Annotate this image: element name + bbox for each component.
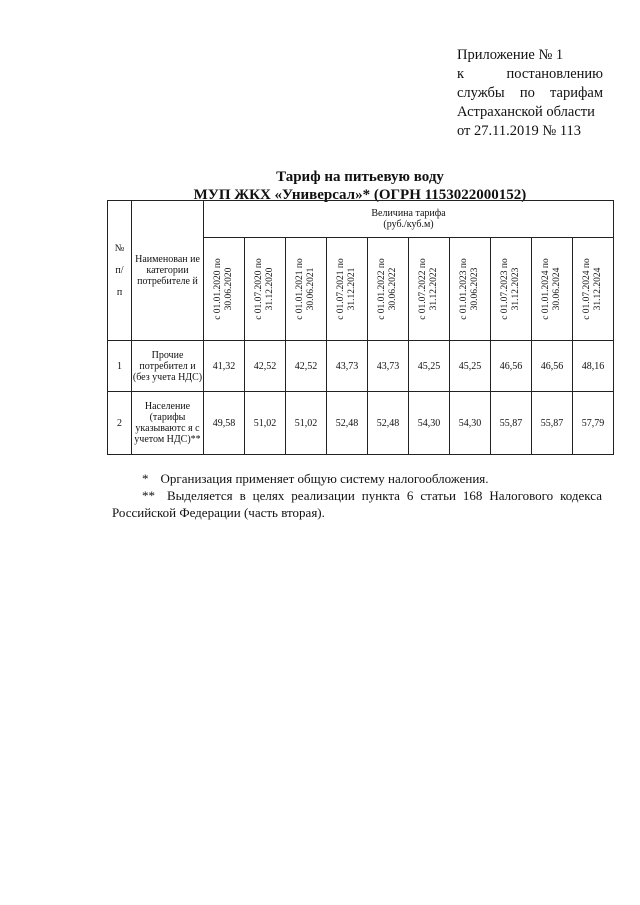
number-header xyxy=(108,201,132,341)
tariff-value: 41,32 xyxy=(204,341,245,392)
tariff-value-header xyxy=(204,201,614,238)
tariff-value: 46,56 xyxy=(491,341,532,392)
number-header-line-1: № xyxy=(114,243,125,254)
period-from: с 01.01.2022 по xyxy=(377,258,387,320)
footnote-1-text: Организация применяет общую систему налогообложения. xyxy=(160,471,489,486)
row-category: Прочие потребител и (без учета НДС) xyxy=(132,341,204,392)
period-header xyxy=(204,238,245,341)
period-header xyxy=(450,238,491,341)
period-header xyxy=(327,238,368,341)
row-number: 2 xyxy=(108,392,132,455)
tariff-value-header-line-1: Величина тарифа xyxy=(371,208,446,219)
period-from: с 01.07.2022 по xyxy=(418,258,428,320)
period-to: 30.06.2022 xyxy=(388,267,398,311)
number-header-line-2: п/ xyxy=(115,265,124,276)
tariff-value: 51,02 xyxy=(286,392,327,455)
period-header xyxy=(532,238,573,341)
period-from: с 01.01.2024 по xyxy=(541,258,551,320)
period-header xyxy=(573,238,614,341)
appendix-line-1: Приложение № 1 xyxy=(457,47,564,63)
tariff-value: 49,58 xyxy=(204,392,245,455)
tariff-value-header-line-2: (руб./куб.м) xyxy=(383,219,434,230)
tariff-value: 52,48 xyxy=(368,392,409,455)
period-to: 31.12.2022 xyxy=(429,267,439,311)
tariff-value: 54,30 xyxy=(409,392,450,455)
document-subtitle: МУП ЖКХ «Универсал»* (ОГРН 1153022000152) xyxy=(193,187,527,203)
tariff-value: 43,73 xyxy=(368,341,409,392)
footnote-2-continuation: Российской Федерации (часть вторая). xyxy=(112,505,325,520)
number-header-line-3: п xyxy=(116,287,123,298)
footnotes xyxy=(112,470,602,521)
footnote-2 xyxy=(112,487,602,504)
appendix-line-3: службы по тарифам xyxy=(457,85,603,101)
tariff-value: 52,48 xyxy=(327,392,368,455)
period-to: 30.06.2023 xyxy=(470,267,480,311)
period-to: 30.06.2024 xyxy=(552,267,562,311)
period-to: 30.06.2020 xyxy=(224,267,234,311)
tariff-value: 42,52 xyxy=(286,341,327,392)
category-header xyxy=(132,201,204,341)
period-from: с 01.01.2020 по xyxy=(213,258,223,320)
tariff-value: 57,79 xyxy=(573,392,614,455)
footnote-1-mark: * xyxy=(142,471,149,486)
period-to: 31.12.2021 xyxy=(347,267,357,311)
tariff-value: 55,87 xyxy=(491,392,532,455)
table-row xyxy=(108,392,614,455)
period-from: с 01.07.2024 по xyxy=(582,258,592,320)
tariff-value: 42,52 xyxy=(245,341,286,392)
tariff-table xyxy=(107,200,614,455)
footnote-2-text-line-1: Выделяется в целях реализации пункта 6 статьи 168 Налогового кодекса xyxy=(167,488,602,503)
appendix-block xyxy=(457,46,603,141)
period-to: 31.12.2023 xyxy=(511,267,521,311)
period-header xyxy=(245,238,286,341)
period-from: с 01.07.2023 по xyxy=(500,258,510,320)
tariff-value: 46,56 xyxy=(532,341,573,392)
period-from: с 01.01.2021 по xyxy=(295,258,305,320)
tariff-value: 55,87 xyxy=(532,392,573,455)
period-header xyxy=(368,238,409,341)
appendix-line-5: от 27.11.2019 № 113 xyxy=(457,123,582,139)
footnote-1 xyxy=(112,470,602,487)
tariff-value: 51,02 xyxy=(245,392,286,455)
period-from: с 01.07.2021 по xyxy=(336,258,346,320)
tariff-value: 45,25 xyxy=(450,341,491,392)
period-header xyxy=(409,238,450,341)
appendix-line-2: к постановлению xyxy=(457,66,603,82)
appendix-line-4: Астраханской области xyxy=(457,104,595,120)
period-from: с 01.07.2020 по xyxy=(254,258,264,320)
period-header xyxy=(286,238,327,341)
document-title: Тариф на питьевую воду xyxy=(276,169,444,185)
period-to: 31.12.2024 xyxy=(593,267,603,311)
tariff-value: 54,30 xyxy=(450,392,491,455)
period-from: с 01.01.2023 по xyxy=(459,258,469,320)
table-row xyxy=(108,341,614,392)
row-number: 1 xyxy=(108,341,132,392)
period-to: 31.12.2020 xyxy=(265,267,275,311)
period-header xyxy=(491,238,532,341)
row-category: Население (тарифы указываютс я с учетом НДС)** xyxy=(132,392,204,455)
period-to: 30.06.2021 xyxy=(306,267,316,311)
footnote-2-mark: ** xyxy=(142,488,155,503)
tariff-value: 48,16 xyxy=(573,341,614,392)
tariff-value: 43,73 xyxy=(327,341,368,392)
category-header-text: Наименован ие категории потребителе й xyxy=(135,254,200,287)
tariff-value: 45,25 xyxy=(409,341,450,392)
